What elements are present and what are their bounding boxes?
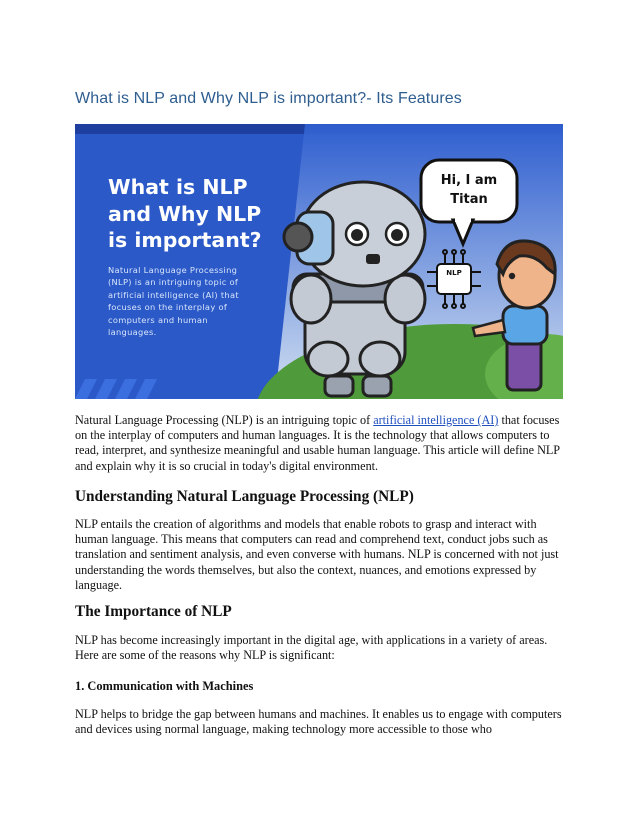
ai-link[interactable]: artificial intelligence (AI) [373, 413, 499, 427]
communication-body [75, 707, 565, 737]
hero-subtext-line: Natural Language Processing [108, 264, 238, 275]
intro-text-before-link: Natural Language Processing (NLP) is an intriguing topic of [75, 413, 374, 427]
section-heading-understanding: Understanding Natural Language Processing (NLP) [75, 488, 414, 505]
section-heading-communication: 1. Communication with Machines [75, 679, 254, 693]
hero-subtext-line: computers and human [108, 314, 208, 325]
hero-subtext-line: focuses on the interplay of [108, 302, 228, 313]
hero-heading-line: and Why NLP [108, 201, 262, 226]
hero-text-block [108, 174, 298, 339]
hero-banner-image [75, 124, 563, 399]
importance-section [75, 603, 565, 621]
hero-heading-line: What is NLP [108, 175, 248, 199]
intro-section [75, 413, 565, 474]
intro-text-after-link: that focuses on the interplay of computers and human languages. It is the technology that allows computers to read, interpret, and synthesize meaningful and usable human language. This article will define NLP and explain why it is so crucial in today's digital environment. [75, 413, 560, 473]
communication-paragraph: NLP helps to bridge the gap between humans and machines. It enables us to engage with computers and devices using normal language, making technology more accessible to those who [75, 707, 562, 737]
hero-subtext-line: artificial intelligence (AI) that [108, 289, 239, 300]
hero-subtext [108, 264, 298, 340]
hero-subtext-line: (NLP) is an intriguing topic of [108, 277, 239, 288]
speech-bubble-line: Hi, I am [440, 173, 498, 188]
page-title: What is NLP and Why NLP is important?- Its Features [75, 90, 462, 107]
section-heading-importance: The Importance of NLP [75, 603, 232, 620]
hero-subtext-line: languages. [108, 327, 157, 338]
communication-section [75, 679, 565, 694]
understanding-body [75, 517, 565, 593]
importance-paragraph: NLP has become increasingly important in the digital age, with applications in a variety of areas. Here are some of the reasons why NLP is significant: [75, 633, 548, 663]
understanding-section [75, 488, 565, 506]
understanding-paragraph: NLP entails the creation of algorithms and models that enable robots to grasp and interact with human language. This means that computers can read and comprehend text, conduct jobs such as translation and sentiment analysis, and even converse with humans. NLP is concerned with not just understanding the words themselves, but also the context, nuances, and emotions expressed by language. [75, 517, 559, 592]
speech-bubble-line: Titan [450, 192, 488, 207]
intro-paragraph [75, 413, 565, 474]
nlp-chip-label: NLP [446, 269, 462, 277]
hero-heading [108, 174, 298, 254]
importance-body [75, 633, 565, 663]
speech-bubble-text [427, 171, 511, 209]
hero-heading-line: is important? [108, 228, 262, 252]
